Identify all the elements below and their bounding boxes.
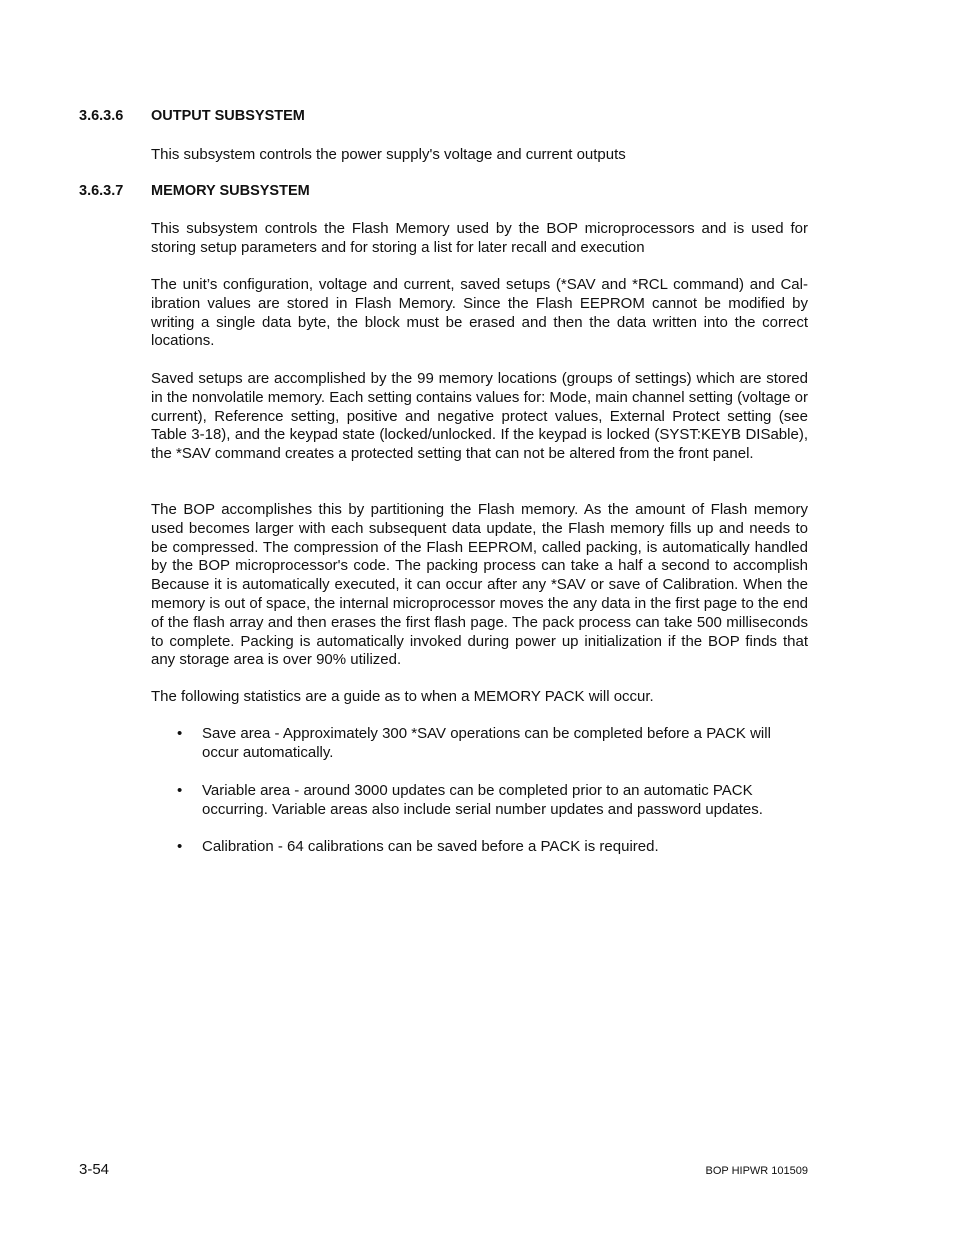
bullet-icon: • bbox=[177, 782, 183, 799]
section-number: 3.6.3.7 bbox=[79, 183, 124, 199]
page-number: 3-54 bbox=[79, 1161, 110, 1178]
section-number: 3.6.3.6 bbox=[79, 108, 124, 124]
bullet-icon: • bbox=[177, 838, 183, 855]
list-item-text: Calibration - 64 calibrations can be saved before a PACK is required. bbox=[202, 838, 659, 855]
section-heading-memory-subsystem bbox=[79, 183, 310, 199]
memory-paragraph-1: This subsystem controls the Flash Memory used by the BOP microprocessors and is used for storing setup parameters and for storing a list for later recall and execution bbox=[151, 220, 808, 256]
section-title: MEMORY SUBSYSTEM bbox=[151, 183, 310, 199]
list-item-text: Save area - Approximately 300 *SAV operations can be completed before a PACK will occur automatically. bbox=[202, 725, 771, 761]
section-title: OUTPUT SUBSYSTEM bbox=[151, 108, 305, 124]
list-item-text: Variable area - around 3000 updates can be completed prior to an automatic PACK occurring. Variable areas also include serial number updates and password updates. bbox=[202, 782, 763, 818]
section-heading-output-subsystem bbox=[79, 108, 305, 124]
document-id: BOP HIPWR 101509 bbox=[705, 1165, 808, 1177]
memory-paragraph-2: The unit’s configuration, voltage and current, saved setups (*SAV and *RCL command) and Calibration values are stored in Flash Memory. Since the Flash EEPROM cannot be modified by writing a single data byte, the block must be erased and then the data written into the correct locations. bbox=[151, 276, 808, 350]
memory-paragraph-5: The following statistics are a guide as to when a MEMORY PACK will occur. bbox=[151, 688, 654, 705]
output-subsystem-paragraph: This subsystem controls the power supply's voltage and current outputs bbox=[151, 146, 626, 163]
bullet-icon: • bbox=[177, 725, 183, 742]
memory-paragraph-4: The BOP accomplishes this by partitioning the Flash memory. As the amount of Flash memory used becomes larger with each subsequent data update, the Flash memory fills up and needs to be compressed. The compression of the Flash EEPROM, called packing, is automatically handled by the BOP microprocessor's code. The packing process can take a half a second to accomplish Because it is automatically executed, it can occur after any *SAV or save of Calibration. When the memory is out of space, the internal microprocessor moves the any data in the first page to the end of the flash array and then erases the first flash page. The pack process can take 500 milliseconds to complete. Packing is automatically invoked during power up initialization if the BOP finds that any storage area is over 90% utilized. bbox=[151, 501, 809, 669]
memory-paragraph-3: Saved setups are accomplished by the 99 memory locations (groups of settings) which are stored in the nonvolatile memory. Each setting contains values for: Mode, main channel setting (voltage or current), Reference setting, positive and negative protect values, External Protect setting (see Table 3-18), and the keypad state (locked/unlocked. If the keypad is locked (SYST:KEYB DISable), the *SAV command creates a protected setting that can not be altered from the front panel. bbox=[151, 370, 808, 463]
